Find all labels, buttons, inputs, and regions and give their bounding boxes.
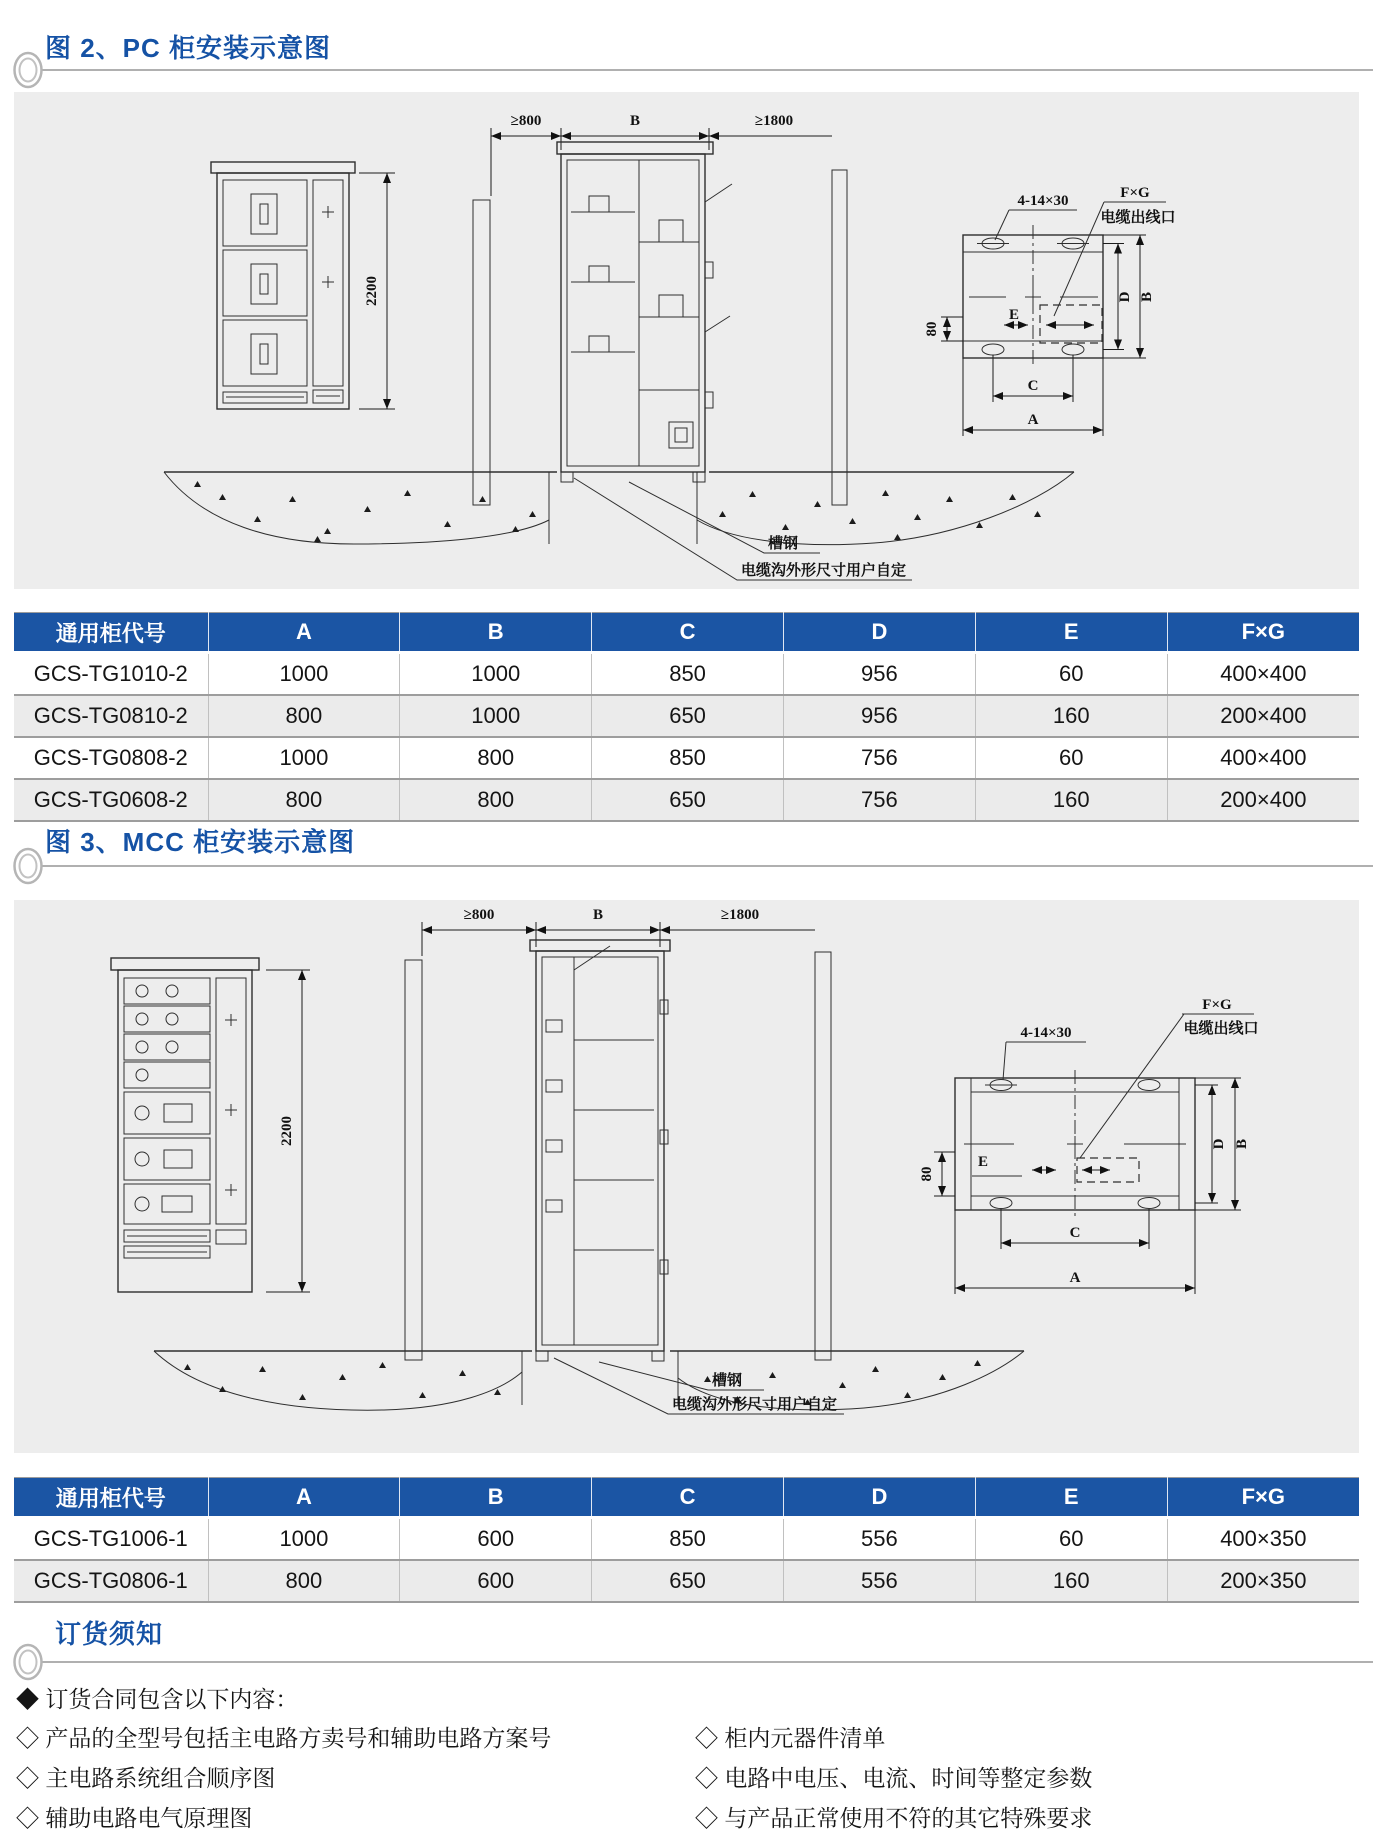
dim-e: E [1008, 307, 1020, 323]
mounting-holes-label: 4-14×30 [1020, 1025, 1072, 1041]
cell: 556 [783, 1560, 975, 1602]
ring-icon [8, 47, 48, 93]
col-header: C [592, 613, 784, 653]
cell: 650 [592, 695, 784, 737]
header-row [14, 613, 1359, 653]
dim-c: C [1027, 378, 1039, 394]
dim-80: 80 [924, 321, 940, 337]
dim-clearance-right: ≥1800 [720, 907, 760, 923]
note-item: ◇ 柜内元器件清单 [695, 1725, 886, 1751]
header-row [14, 1478, 1359, 1518]
col-header: E [975, 1478, 1167, 1518]
col-header: C [592, 1478, 784, 1518]
dim-c: C [1069, 1225, 1081, 1241]
cell: GCS-TG0810-2 [14, 695, 208, 737]
dim-e: E [977, 1154, 989, 1170]
cell: 400×400 [1167, 737, 1359, 779]
cell: 956 [783, 695, 975, 737]
cell: 60 [975, 1518, 1167, 1561]
cell: 800 [400, 779, 592, 821]
divider-line [39, 1661, 1373, 1663]
dim-a: A [1027, 412, 1039, 428]
cell: 400×400 [1167, 653, 1359, 696]
cell: 1000 [208, 653, 400, 696]
note-item: ◇ 辅助电路电气原理图 [16, 1805, 253, 1831]
col-header: A [208, 613, 400, 653]
mcc-cabinet-side-view [154, 907, 1024, 1410]
col-header: B [400, 613, 592, 653]
front-view-height-dim [266, 970, 310, 1292]
mcc-cabinet-spec-table [14, 1477, 1359, 1603]
cell: 200×400 [1167, 779, 1359, 821]
note-item: ◇ 电路中电压、电流、时间等整定参数 [695, 1765, 1093, 1791]
dim-80: 80 [919, 1166, 935, 1182]
cell: 160 [975, 695, 1167, 737]
cell: 650 [592, 779, 784, 821]
dim-clearance-left: ≥800 [510, 113, 542, 129]
cable-outlet-label: 电缆出线口 [1100, 209, 1176, 226]
cell: 60 [975, 737, 1167, 779]
section-divider [8, 844, 1373, 888]
dim-d: D [1117, 291, 1133, 303]
mounting-base-plan [924, 185, 1176, 436]
cell: 1000 [208, 737, 400, 779]
cell: GCS-TG1010-2 [14, 653, 208, 696]
cell: 650 [592, 1560, 784, 1602]
dim-2200: 2200 [279, 1116, 295, 1146]
col-header: E [975, 613, 1167, 653]
pc-cabinet-front-view [211, 162, 355, 409]
pc-cabinet-installation-drawing [14, 92, 1359, 589]
dim-clearance-right: ≥1800 [754, 113, 794, 129]
trench-note-label: 电缆沟外形尺寸用户自定 [672, 1396, 838, 1413]
cell: GCS-TG0806-1 [14, 1560, 208, 1602]
figure2-title: 图 2、PC 柜安装示意图 [45, 33, 332, 63]
cell: 200×400 [1167, 695, 1359, 737]
col-header: F×G [1167, 1478, 1359, 1518]
table-row [14, 779, 1359, 821]
notes-heading: ◆ 订货合同包含以下内容： [16, 1686, 299, 1712]
cell: 600 [400, 1560, 592, 1602]
table-row [14, 695, 1359, 737]
dim-width-b: B [629, 113, 641, 129]
table-row [14, 653, 1359, 696]
figure3-diagram-panel [14, 900, 1359, 1453]
cell: 556 [783, 1518, 975, 1561]
outlet-size-label: F×G [1120, 185, 1150, 201]
note-item: ◇ 与产品正常使用不符的其它特殊要求 [695, 1805, 1093, 1831]
table-row [14, 1560, 1359, 1602]
cell: 756 [783, 737, 975, 779]
dim-clearance-left: ≥800 [463, 907, 495, 923]
col-header: D [783, 1478, 975, 1518]
section-divider [8, 48, 1373, 92]
table-row [14, 1518, 1359, 1561]
dim-b: B [1234, 1138, 1250, 1150]
dim-width-b: B [592, 907, 604, 923]
cell: 800 [208, 1560, 400, 1602]
table-row [14, 737, 1359, 779]
trench-annotations [554, 1358, 844, 1414]
ring-icon [8, 843, 48, 889]
cable-outlet-label: 电缆出线口 [1183, 1020, 1259, 1037]
cell: GCS-TG1006-1 [14, 1518, 208, 1561]
mcc-cabinet-installation-drawing [14, 900, 1359, 1453]
cell: 800 [400, 737, 592, 779]
soil-texture [184, 1360, 981, 1405]
trench-annotations [574, 478, 912, 580]
divider-line [39, 865, 1373, 867]
ring-icon [8, 1639, 48, 1685]
col-header: B [400, 1478, 592, 1518]
cell: 850 [592, 1518, 784, 1561]
cell: GCS-TG0608-2 [14, 779, 208, 821]
channel-steel-label: 槽钢 [712, 1372, 743, 1389]
ordering-notes-title: 订货须知 [55, 1619, 164, 1649]
cell: 956 [783, 653, 975, 696]
col-header: 通用柜代号 [14, 613, 208, 653]
note-item: ◇ 产品的全型号包括主电路方卖号和辅助电路方案号 [16, 1725, 552, 1751]
cell: 600 [400, 1518, 592, 1561]
cell: 1000 [208, 1518, 400, 1561]
col-header: F×G [1167, 613, 1359, 653]
outlet-size-label: F×G [1202, 997, 1232, 1013]
dim-2200: 2200 [364, 276, 380, 306]
figure2-diagram-panel [14, 92, 1359, 589]
cell: 200×350 [1167, 1560, 1359, 1602]
col-header: 通用柜代号 [14, 1478, 208, 1518]
pc-cabinet-spec-table [14, 612, 1359, 822]
cell: 160 [975, 1560, 1167, 1602]
cell: 850 [592, 737, 784, 779]
front-view-height-dim [359, 173, 395, 409]
mounting-holes-label: 4-14×30 [1017, 193, 1069, 209]
cell: 160 [975, 779, 1167, 821]
cell: 800 [208, 779, 400, 821]
cell: GCS-TG0808-2 [14, 737, 208, 779]
dim-d: D [1211, 1138, 1227, 1150]
dim-b: B [1139, 291, 1155, 303]
soil-texture [194, 481, 1041, 542]
figure3-title: 图 3、MCC 柜安装示意图 [45, 827, 356, 857]
channel-steel-label: 槽钢 [768, 535, 799, 552]
trench-note-label: 电缆沟外形尺寸用户自定 [741, 562, 907, 579]
cell: 1000 [400, 653, 592, 696]
cell: 756 [783, 779, 975, 821]
cell: 800 [208, 695, 400, 737]
cell: 400×350 [1167, 1518, 1359, 1561]
divider-line [39, 69, 1373, 71]
dim-a: A [1069, 1270, 1081, 1286]
mcc-cabinet-front-view [111, 958, 259, 1292]
note-item: ◇ 主电路系统组合顺序图 [16, 1765, 276, 1791]
cell: 1000 [400, 695, 592, 737]
cell: 850 [592, 653, 784, 696]
col-header: A [208, 1478, 400, 1518]
section-divider [8, 1640, 1373, 1684]
cell: 60 [975, 653, 1167, 696]
mounting-base-plan [919, 997, 1259, 1294]
col-header: D [783, 613, 975, 653]
